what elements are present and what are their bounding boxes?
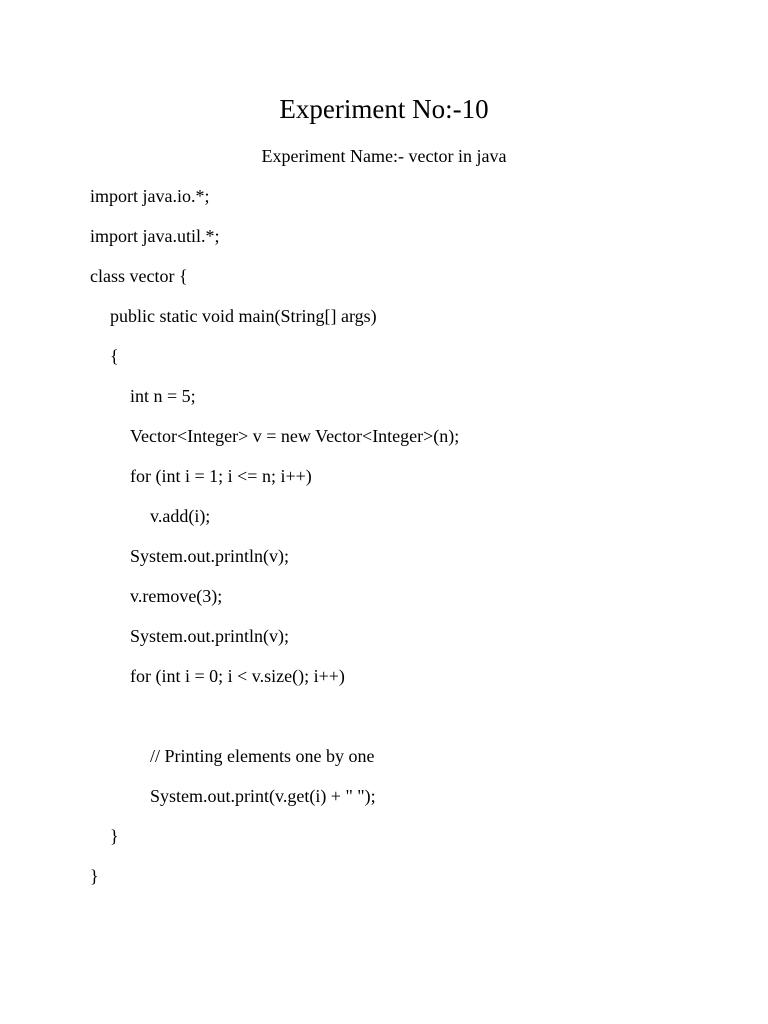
code-line: Vector<Integer> v = new Vector<Integer>(n); [130,426,460,446]
code-line: import java.io.*; [90,186,210,206]
code-line: public static void main(String[] args) [110,306,377,326]
code-line: class vector { [90,266,188,286]
code-line: for (int i = 0; i < v.size(); i++) [130,666,345,686]
code-line: System.out.println(v); [130,546,289,566]
code-comment-line: // Printing elements one by one [150,746,375,766]
code-line: { [110,346,119,366]
code-line: v.add(i); [150,506,211,526]
code-line: System.out.print(v.get(i) + " "); [150,786,376,806]
code-line: for (int i = 1; i <= n; i++) [130,466,312,486]
code-line: v.remove(3); [130,586,223,606]
code-line: } [90,866,99,886]
code-line: } [110,826,119,846]
page-subtitle: Experiment Name:- vector in java [261,146,507,166]
page-title: Experiment No:-10 [279,94,489,124]
code-line: int n = 5; [130,386,196,406]
code-line: import java.util.*; [90,226,220,246]
code-line: System.out.println(v); [130,626,289,646]
